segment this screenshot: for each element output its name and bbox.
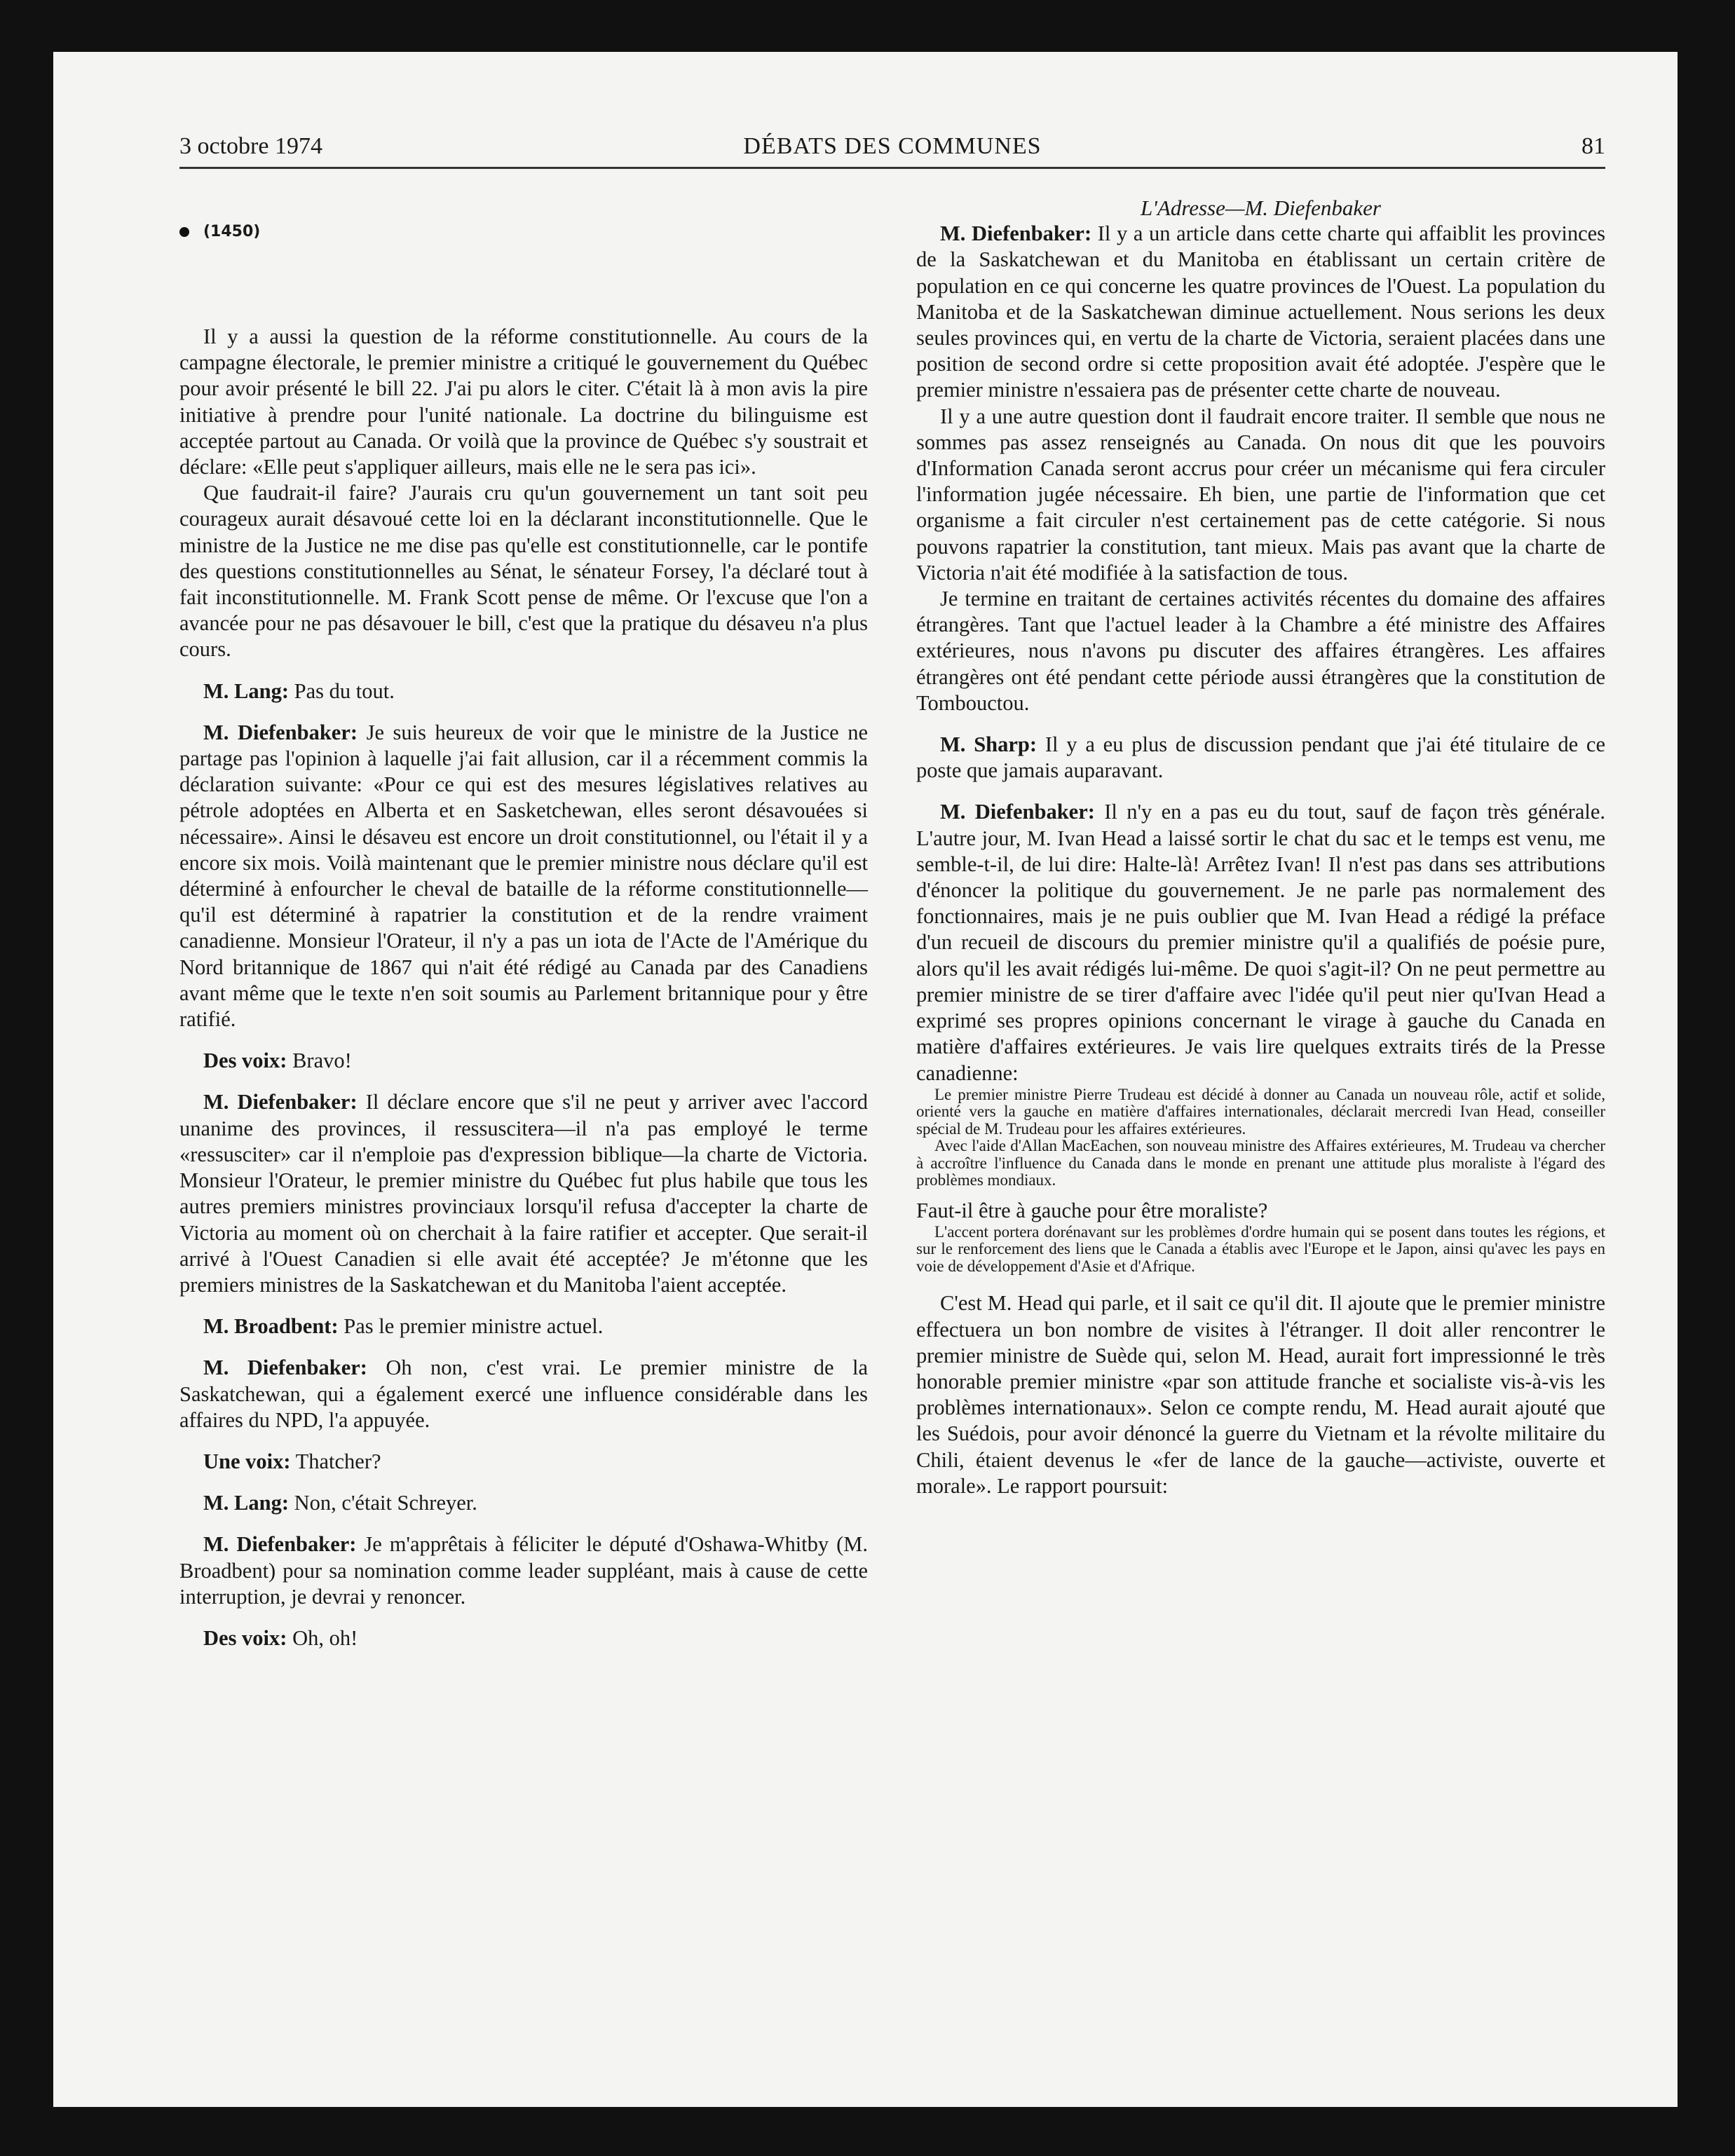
timestamp-text: (1450) <box>203 223 261 240</box>
speaker-name: M. Diefenbaker: <box>203 1532 357 1557</box>
header-title: DÉBATS DES COMMUNES <box>743 133 1042 159</box>
bullet-icon <box>179 227 189 237</box>
speaker-name: M. Diefenbaker: <box>203 720 358 744</box>
paragraph-text: Pas le premier ministre actuel. <box>343 1314 604 1339</box>
paragraph <box>179 1449 868 1475</box>
paragraph-text: Je termine en traitant de certaines activités récentes du domaine des affaires étrangères. Tant que l'actuel leader à la Chambre a été ministre des Affaires extérieures, nous n'avons pu discuter des affaires étrangères. Les affaires étrangères ont été pendant cette période aussi étrangères que la constitution de Tombouctou. <box>916 587 1605 715</box>
paragraph-text: Oh non, c'est vrai. Le premier ministre de la Saskatchewan, qui a également exercé une influence considérable dans les affaires du NPD, l'a appuyée. <box>179 1356 869 1432</box>
paragraph-text: Que faudrait-il faire? J'aurais cru qu'un gouvernement un tant soit peu courageux aurait désavoué cette loi en la déclarant inconstitutionnelle. Que le ministre de la Justice ne me dise pas qu'elle est constitutionnelle, car le pontife des questions constitutionnelles au Sénat, le sénateur Forsey, l'a déclaré tout à fait inconstitutionnelle. M. Frank Scott pense de même. Or l'excuse que l'on a avancée pour ne pas désavouer le bill, c'est que la pratique du désaveu n'a plus cours. <box>179 481 868 662</box>
paragraph-text: Il y a aussi la question de la réforme constitutionnelle. Au cours de la campagne électorale, le premier ministre a critiqué le gouvernement du Québec pour avoir présenté le bill 22. J'ai pu alors le citer. C'était là à mon avis la pire initiative à prendre pour l'unité nationale. La doctrine du bilinguisme est acceptée partout au Canada. Or voilà que la province de Québec s'y soustrait et déclare: «Elle peut s'appliquer ailleurs, mais elle ne le sera pas ici». <box>179 325 868 479</box>
paragraph-text: Il déclare encore que s'il ne peut y arriver avec l'accord unanime des provinces, il ressuscitera—il n'a pas employé le terme «ressusciter» car il n'emploie pas d'expression biblique—la charte de Victoria. Monsieur l'Orateur, le premier ministre du Québec fut plus habile que tous les autres premiers ministres provinciaux lorsqu'il refusa d'accepter la charte de Victoria au moment où on cherchait à la faire ratifier et accepter. Que serait-il arrivé à l'Ouest Canadien si elle avait été acceptée? Je m'étonne que les premiers ministres de la Saskatchewan et du Manitoba l'aient acceptée. <box>179 1090 868 1297</box>
running-head: L'Adresse—M. Diefenbaker <box>1141 196 1381 220</box>
paragraph <box>916 732 1605 784</box>
paragraph-text: Non, c'était Schreyer. <box>294 1491 477 1515</box>
page-header <box>179 133 1605 168</box>
speaker-name: Des voix: <box>203 1625 287 1650</box>
speaker-name: M. Broadbent: <box>203 1314 339 1339</box>
paragraph <box>179 720 868 1032</box>
header-rule <box>179 167 1605 169</box>
speaker-name: Des voix: <box>203 1049 287 1073</box>
paragraph <box>916 404 1605 586</box>
paragraph <box>916 799 1605 1086</box>
paragraph-text: Bravo! <box>292 1049 352 1073</box>
speaker-name: M. Lang: <box>203 678 289 703</box>
paragraph <box>179 480 868 662</box>
paragraph <box>179 678 868 704</box>
paragraph-text: Il y a un article dans cette charte qui affaiblit les provinces de la Saskatchewan et du Manitoba en établissant un certain critère de population en ce qui concerne les quatre provinces de l'Ouest. La population du Manitoba et de la Saskatchewan diminue actuellement. Nous serions les deux seules provinces qui, en vertu de la charte de Victoria, seraient placées dans une position de second ordre si cette proposition avait été adoptée. J'espère que le premier ministre n'essaiera pas de présenter cette charte de nouveau. <box>916 221 1606 402</box>
quote-heading: Faut-il être à gauche pour être moraliste? <box>916 1198 1268 1222</box>
paragraph <box>179 1314 868 1339</box>
left-column <box>179 324 868 1651</box>
closing-paragraph: C'est M. Head qui parle, et il sait ce qu'il dit. Il ajoute que le premier ministre effectuera un bon nombre de visites à l'étranger. Il doit aller rencontrer le premier ministre de Suède qui, selon M. Head, aurait fort impressionné le très honorable premier ministre «par son attitude franche et socialiste vis-à-vis les problèmes internationaux». Selon ce compte rendu, M. Head aurait ajouté que les Suédois, pour avoir dénoncé la guerre du Vietnam et la révolte militaire du Chili, étaient devenus le «fer de lance de la gauche—activiste, ouverte et morale». Le rapport poursuit: <box>916 1291 1605 1498</box>
right-column <box>916 195 1605 1499</box>
timestamp-marker <box>179 223 260 240</box>
speaker-name: M. Diefenbaker: <box>940 221 1092 246</box>
paragraph <box>916 221 1605 403</box>
speaker-name: M. Lang: <box>203 1491 289 1515</box>
paragraph <box>179 1089 868 1298</box>
paragraph-text: Je m'apprêtais à féliciter le député d'Oshawa-Whitby (M. Broadbent) pour sa nomination comme leader suppléant, mais à cause de cette interruption, je devrai y renoncer. <box>179 1532 868 1609</box>
speaker-name: M. Diefenbaker: <box>940 800 1095 824</box>
block-quote: Le premier ministre Pierre Trudeau est décidé à donner au Canada un nouveau rôle, actif et solide, orienté vers la gauche en matière d'affaires internationales, déclarait mercredi Ivan Head, conseiller spécial de M. Trudeau pour les affaires extérieures. <box>916 1085 1605 1138</box>
paragraph <box>179 1625 868 1651</box>
speaker-name: M. Diefenbaker: <box>203 1356 367 1380</box>
paragraph-text: Oh, oh! <box>292 1625 358 1650</box>
scan-border-right <box>1678 0 1735 2156</box>
block-quote: Avec l'aide d'Allan MacEachen, son nouveau ministre des Affaires extérieures, M. Trudeau va chercher à accroître l'influence du Canada dans le monde en prenant une attitude plus moraliste à l'égard des problèmes mondiaux. <box>916 1137 1605 1189</box>
paragraph-text: Thatcher? <box>295 1449 381 1473</box>
paragraph <box>179 1048 868 1074</box>
speaker-name: Une voix: <box>203 1449 291 1473</box>
paragraph <box>179 1355 868 1433</box>
block-quote: L'accent portera dorénavant sur les problèmes d'ordre humain qui se posent dans toutes les régions, et sur le renforcement des liens que le Canada a établis avec l'Europe et le Japon, ainsi qu'avec les pays en voie de développement d'Asie et d'Afrique. <box>916 1222 1605 1275</box>
scan-border-left <box>0 0 53 2156</box>
paragraph <box>916 586 1605 716</box>
scan-border-bottom <box>0 2107 1735 2156</box>
paragraph-text: Il y a une autre question dont il faudrait encore traiter. Il semble que nous ne sommes pas assez renseignés au Canada. On nous dit que les pouvoirs d'Information Canada seront accrus pour créer un mécanisme qui fera circuler l'information jugée nécessaire. Eh bien, une partie de l'information que cet organisme a fait circuler n'est certainement pas de cette catégorie. Si nous pouvons rapatrier la constitution, tant mieux. Mais pas avant que la charte de Victoria n'ait été modifiée à la satisfaction de tous. <box>916 404 1605 585</box>
scan-border-top <box>0 0 1735 52</box>
paragraph-text: Il y a eu plus de discussion pendant que j'ai été titulaire de ce poste que jamais auparavant. <box>916 732 1606 783</box>
paragraph <box>179 1490 868 1516</box>
paragraph <box>179 1531 868 1610</box>
speaker-name: M. Diefenbaker: <box>203 1090 358 1114</box>
header-page-number: 81 <box>1581 133 1605 159</box>
paragraph-text: Je suis heureux de voir que le ministre de la Justice ne partage pas l'opinion à laquelle j'ai fait allusion, car il a récemment commis la déclaration suivante: «Pour ce qui est des mesures législatives relatives au pétrole adoptées en Alberta et en Sasketchewan, elles seront désavouées si nécessaire». Ainsi le désaveu est encore un droit constitutionnel, ou l'était il y a encore six mois. Voilà maintenant que le premier ministre nous déclare qu'il est déterminé à enfourcher le cheval de bataille de la réforme constitutionnelle—qu'il est déterminé à rapatrier la constitution et de la rendre vraiment canadienne. Monsieur l'Orateur, il n'y a pas un iota de l'Acte de l'Amérique du Nord britannique de 1867 qui n'ait été rédigé au Canada par des Canadiens avant même que le texte n'en soit soumis au Parlement britannique pour y être ratifié. <box>179 720 869 1032</box>
header-date: 3 octobre 1974 <box>179 133 322 159</box>
speaker-name: M. Sharp: <box>940 732 1037 757</box>
paragraph-text: Pas du tout. <box>294 678 395 703</box>
paragraph-text: Il n'y en a pas eu du tout, sauf de façon très générale. L'autre jour, M. Ivan Head a laissé sortir le chat du sac et le temps est venu, me semble-t-il, de lui dire: Halte-là! Arrêtez Ivan! Il n'est pas dans ses attributions d'énoncer la politique du gouvernement. Je ne parle pas normalement des fonctionnaires, mais je ne puis oublier que M. Ivan Head a rédigé la préface d'un recueil de discours du premier ministre qu'il a qualifiés de poésie pure, alors qu'il les avait rédigés lui-même. De quoi s'agit-il? On ne peut permettre au premier ministre de se tirer d'affaire avec l'idée qu'il peut nier qu'Ivan Head a exprimé ses propres opinions concernant le virage à gauche du Canada en matière d'affaires extérieures. Je vais lire quelques extraits tirés de la Presse canadienne: <box>916 800 1605 1085</box>
paragraph <box>179 324 868 480</box>
